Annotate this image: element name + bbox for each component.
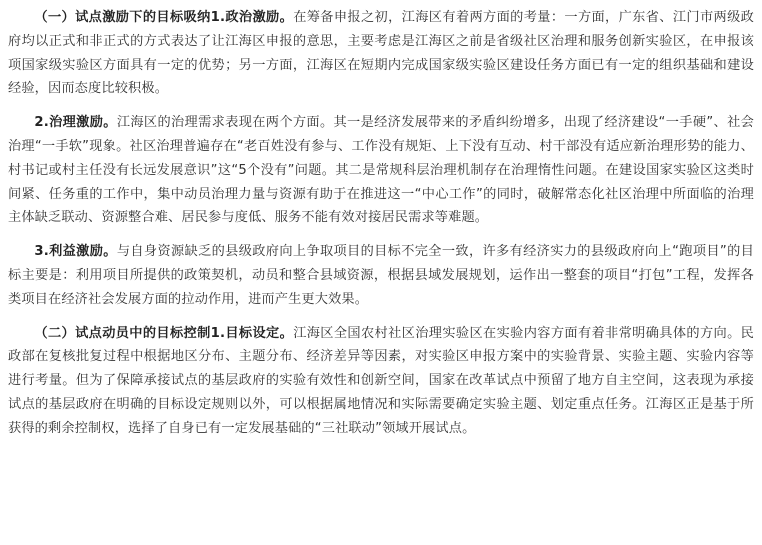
paragraph-heading: 3.利益激励。 [34, 244, 117, 260]
paragraph-text: 与自身资源缺乏的县级政府向上争取项目的目标不完全一致，许多有经济实力的县级政府向上“跑项目”的目标主要是：利用项目所提供的政策契机，动员和整合县域资源，根据县域发展规划，运作出一整套的项目“打包”工程，发挥各类项目在经济社会发展方面的拉动作用，进而产生更大效果。 [8, 244, 754, 307]
paragraph-text: 江海区的治理需求表现在两个方面。其一是经济发展带来的矛盾纠纷增多，出现了经济建设“一手硬”、社会治理“一手软”现象。社区治理普遍存在“老百姓没有参与、工作没有规矩、上下没有互动、村干部没有适应新治理形势的能力、村书记或村主任没有长远发展意识”这“5个没有”问题。其二是常规科层治理机制存在治理惰性问题。在建设国家实验区这类时间紧、任务重的工作中，集中动员治理力量与资源有助于在推进这一“中心工作”的同时，破解常态化社区治理中所面临的治理主体缺乏联动、资源整合难、居民参与度低、服务不能有效对接居民需求等难题。 [8, 115, 754, 226]
paragraph-text: 在筹备申报之初，江海区有着两方面的考量：一方面，广东省、江门市两级政府均以正式和非正式的方式表达了让江海区申报的意思，主要考虑是江海区之前是省级社区治理和服务创新实验区，在申报该项国家级实验区方面具有一定的优势；另一方面，江海区在短期内完成国家级实验区建设任务方面已有一定的组织基础和建设经验，因而态度比较积极。 [8, 10, 754, 97]
paragraph-text: 江海区全国农村社区治理实验区在实验内容方面有着非常明确具体的方向。民政部在复核批复过程中根据地区分布、主题分布、经济差异等因素，对实验区申报方案中的实验背景、实验主题、实验内容等进行考量。但为了保障承接试点的基层政府的实验有效性和创新空间，国家在改革试点中预留了地方自主空间，这表现为承接试点的基层政府在明确的目标设定规则以外，可以根据属地情况和实际需要确定实验主题、划定重点任务。江海区正是基于所获得的剩余控制权，选择了自身已有一定发展基础的“三社联动”领域开展试点。 [8, 325, 754, 436]
paragraph-heading: （一）试点激励下的目标吸纳1.政治激励。 [34, 10, 294, 25]
paragraph-political-incentive [8, 6, 754, 101]
paragraph-goal-setting [8, 322, 754, 441]
paragraph-interest-incentive [8, 240, 754, 311]
document-body [8, 6, 754, 451]
paragraph-heading: 2.治理激励。 [34, 115, 117, 131]
paragraph-heading: （二）试点动员中的目标控制1.目标设定。 [34, 325, 294, 341]
paragraph-governance-incentive [8, 111, 754, 230]
